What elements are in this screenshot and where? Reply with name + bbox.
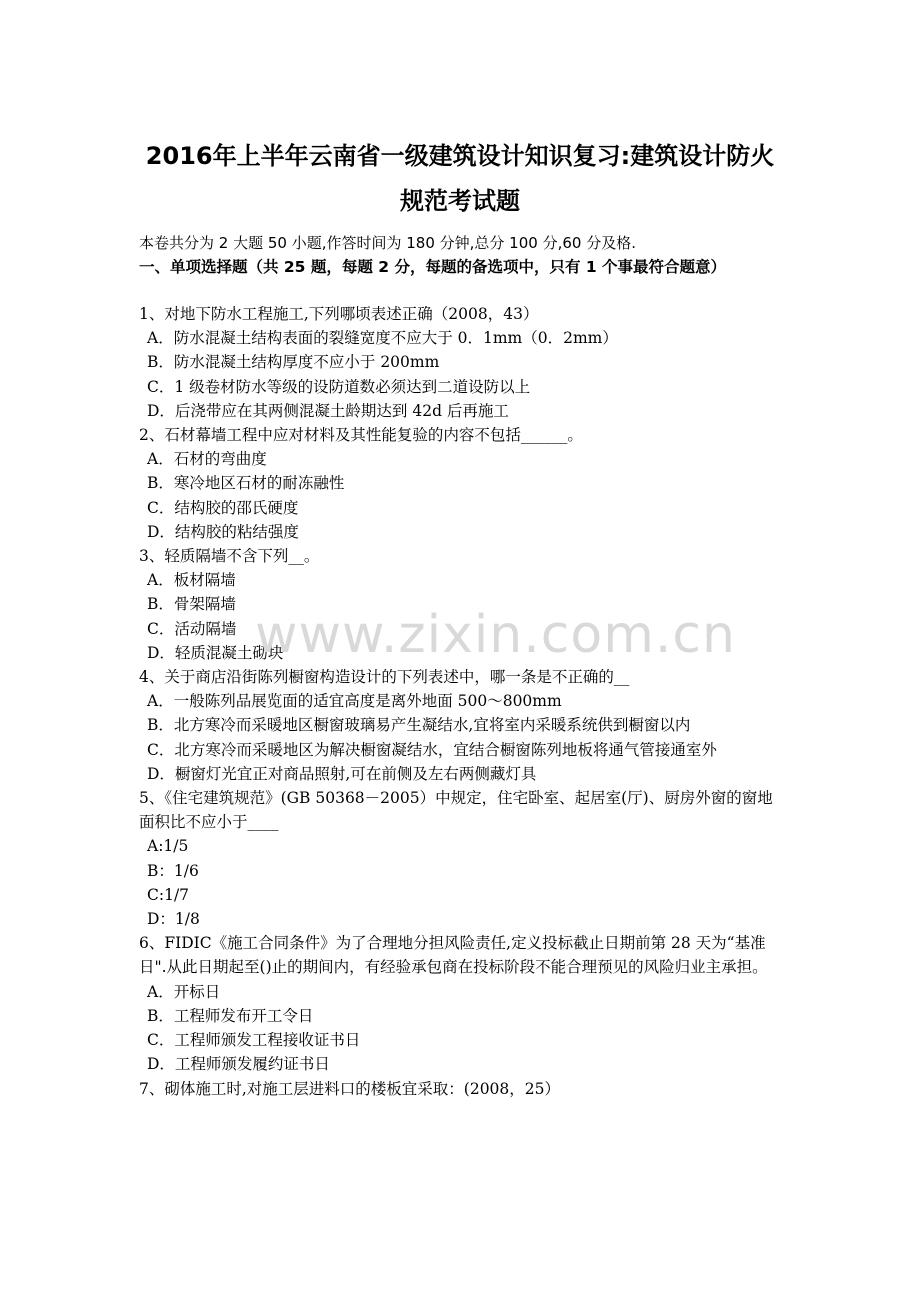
option-c: C．活动隔墙 — [147, 619, 237, 638]
option-d: D．轻质混凝土砌块 — [147, 643, 284, 662]
question-3 — [139, 544, 782, 665]
question-text: 1、对地下防水工程施工,下列哪顷表述正确（2008，43） — [139, 305, 539, 323]
watermark-text: www.zixin.com.cn — [255, 605, 736, 665]
option-a: A:1/5 — [147, 837, 189, 856]
document-title-line-1: 2016年上半年云南省一级建筑设计知识复习:建筑设计防火 — [145, 142, 775, 170]
question-5 — [139, 786, 782, 931]
document-title-line-2: 规范考试题 — [400, 187, 520, 215]
option-a: A．板材隔墙 — [147, 571, 236, 590]
option-d: D．后浇带应在其两侧混凝土龄期达到 42d 后再施工 — [147, 401, 509, 420]
option-b: B．骨架隔墙 — [147, 595, 236, 614]
option-d: D．工程师颁发履约证书日 — [147, 1055, 330, 1074]
exam-intro: 本卷共分为 2 大题 50 小题,作答时间为 180 分钟,总分 100 分,60 分及格. — [139, 234, 636, 252]
option-a: A．石材的弯曲度 — [147, 450, 267, 469]
option-c: C．1 级卷材防水等级的设防道数必须达到二道设防以上 — [147, 377, 531, 396]
question-text: 3、轻质隔墙不含下列__。 — [139, 547, 320, 566]
option-d: D．橱窗灯光宜正对商品照射,可在前侧及左右两侧藏灯具 — [147, 764, 537, 783]
option-b: B．工程师发布开工令日 — [147, 1006, 314, 1025]
question-list — [139, 302, 782, 1101]
question-text: 5、《住宅建筑规范》(GB 50368－2005）中规定，住宅卧室、起居室(厅)、厨房外窗的窗地面积比不应小于____ — [139, 789, 773, 832]
question-1 — [139, 302, 782, 423]
option-a: A．开标日 — [147, 982, 221, 1001]
option-c: C．北方寒冷而采暖地区为解决橱窗凝结水，宜结合橱窗陈列地板将通气管接通室外 — [147, 740, 717, 759]
option-b: B．防水混凝土结构厚度不应小于 200mm — [147, 353, 440, 372]
question-text: 6、FIDIC《施工合同条件》为了合理地分担风险责任,定义投标截止日期前第 28 天为“基准日".从此日期起至()止的期间内，有经验承包商在投标阶段不能合理预见的风险归业主承担。 — [139, 934, 768, 977]
option-c: C:1/7 — [147, 885, 190, 904]
option-b: B．北方寒冷而采暖地区橱窗玻璃易产生凝结水,宜将室内采暖系统供到橱窗以内 — [147, 716, 691, 735]
question-text: 4、关于商店沿街陈列橱窗构造设计的下列表述中，哪一条是不正确的__ — [139, 668, 630, 687]
question-text: 7、砌体施工时,对施工层进料口的楼板宜采取：(2008，25） — [139, 1079, 561, 1098]
option-d: D．结构胶的粘结强度 — [147, 522, 299, 541]
option-c: C．工程师颁发工程接收证书日 — [147, 1031, 361, 1050]
option-d: D：1/8 — [147, 910, 200, 929]
option-a: A．防水混凝土结构表面的裂缝宽度不应大于 0．1mm（0．2mm） — [147, 329, 618, 348]
question-7 — [139, 1077, 782, 1101]
option-a: A．一般陈列品展览面的适宜高度是离外地面 500～800mm — [147, 692, 562, 711]
question-6 — [139, 931, 782, 1076]
option-b: B．寒冷地区石材的耐冻融性 — [147, 474, 345, 493]
option-c: C．结构胶的邵氏硬度 — [147, 498, 299, 517]
question-4 — [139, 665, 782, 786]
question-text: 2、石材幕墙工程中应对材料及其性能复验的内容不包括______。 — [139, 426, 583, 445]
section-heading: 一、单项选择题（共 25 题，每题 2 分，每题的备选项中，只有 1 个事最符合题意） — [139, 258, 727, 276]
option-b: B：1/6 — [147, 861, 199, 880]
question-2 — [139, 423, 782, 544]
